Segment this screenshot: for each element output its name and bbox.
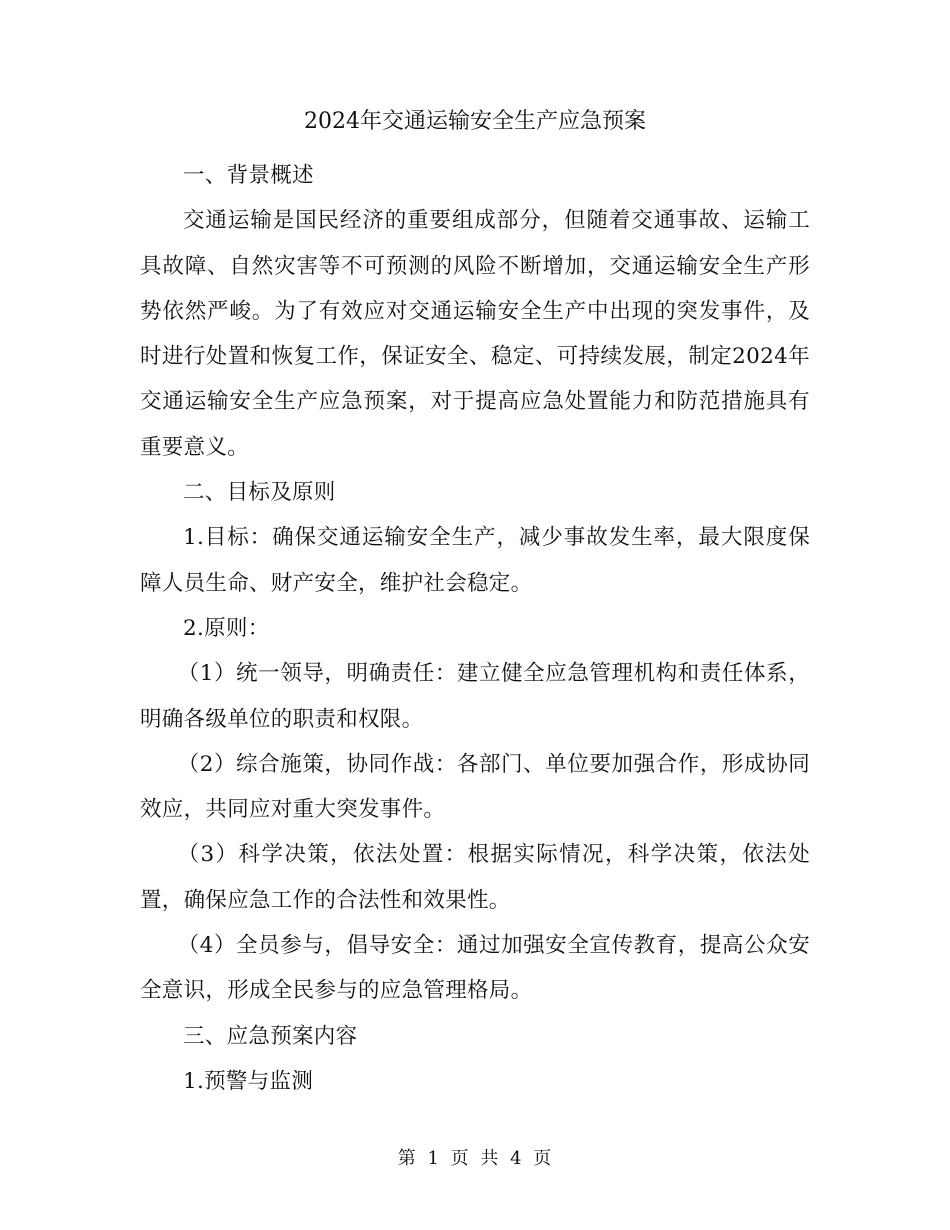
paragraph-principles-heading: 2.原则： (183, 615, 270, 641)
paragraph-goal: 1.目标：确保交通运输安全生产，减少事故发生率，最大限度保障人员生命、财产安全，维护社会稳定。 (140, 525, 810, 596)
section-heading-goals-principles: 二、目标及原则 (183, 480, 336, 506)
page-number-footer: 第 1 页 共 4 页 (397, 1148, 553, 1169)
section-heading-plan-content: 三、应急预案内容 (183, 1023, 358, 1049)
principle-item-3: （3）科学决策，依法处置：根据实际情况，科学决策，依法处置，确保应急工作的合法性和效果性。 (140, 842, 810, 913)
principle-item-2: （2）综合施策，协同作战：各部门、单位要加强合作，形成协同效应，共同应对重大突发事件。 (140, 751, 810, 823)
principle-item-4: （4）全员参与，倡导安全：通过加强安全宣传教育，提高公众安全意识，形成全民参与的应急管理格局。 (140, 933, 810, 1004)
paragraph-background: 交通运输是国民经济的重要组成部分，但随着交通事故、运输工具故障、自然灾害等不可预测的风险不断增加，交通运输安全生产形势依然严峻。为了有效应对交通运输安全生产中出现的突发事件，及时进行处置和恢复工作，保证安全、稳定、可持续发展，制定2024年交通运输安全生产应急预案，对于提高应急处置能力和防范措施具有重要意义。 (140, 208, 810, 460)
section-heading-background: 一、背景概述 (183, 163, 314, 188)
document-body (140, 153, 810, 1104)
principle-item-1: （1）统一领导，明确责任：建立健全应急管理机构和责任体系，明确各级单位的职责和权限。 (140, 661, 810, 732)
subsection-heading-warning-monitoring: 1.预警与监测 (183, 1068, 314, 1094)
document-title: 2024年交通运输安全生产应急预案 (304, 109, 646, 134)
